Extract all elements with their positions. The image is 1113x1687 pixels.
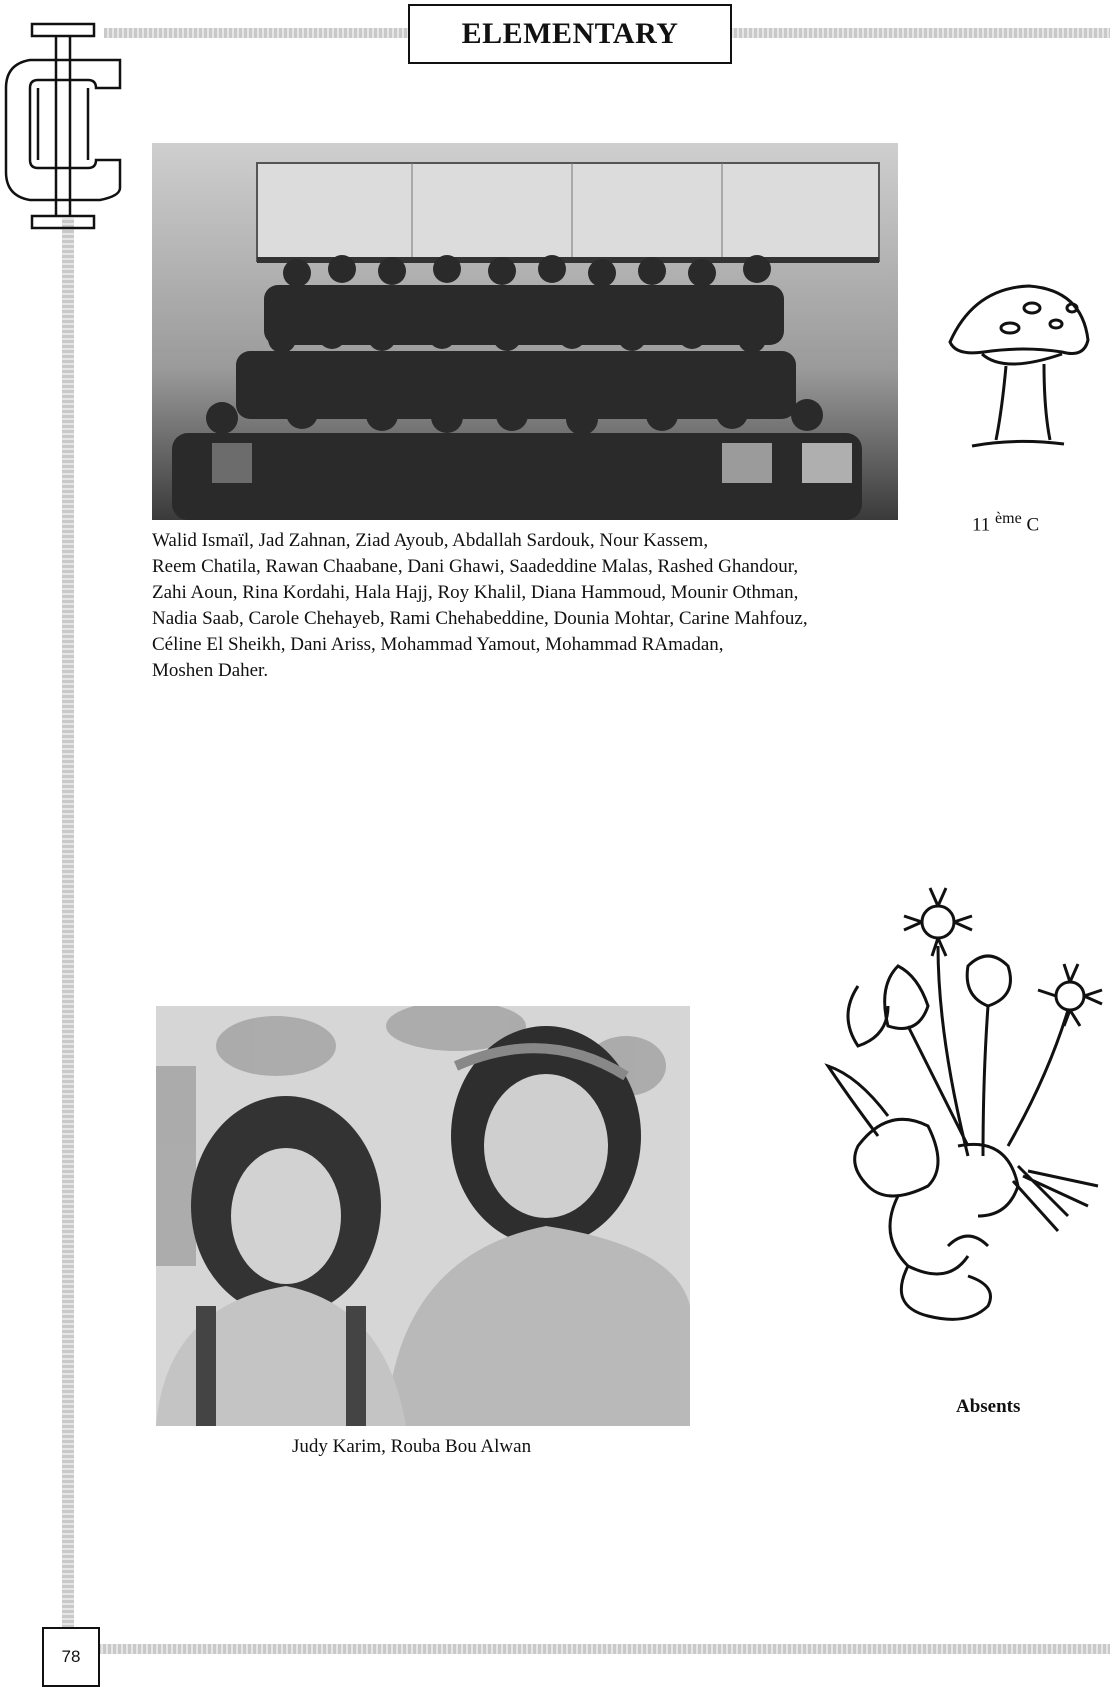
mushroom-icon [944, 280, 1094, 455]
caption-line: Moshen Daher. [152, 660, 269, 681]
caption-line: Zahi Aoun, Rina Kordahi, Hala Hajj, Roy Khalil, Diana Hammoud, Mounir Othman, [152, 582, 799, 603]
absents-photo [156, 1006, 690, 1426]
left-border-stripe [62, 218, 74, 1628]
page-title: ELEMENTARY [408, 4, 732, 64]
class-suffix: ème [995, 510, 1022, 527]
absents-names-caption: Judy Karim, Rouba Bou Alwan [292, 1436, 532, 1457]
college-logo-icon [0, 20, 126, 230]
class-names-caption [152, 528, 912, 684]
caption-line: Nadia Saab, Carole Chehayeb, Rami Chehabeddine, Dounia Mohtar, Carine Mahfouz, [152, 608, 808, 629]
absents-label: Absents [956, 1396, 1021, 1417]
class-letter: C [1026, 514, 1040, 536]
flower-bouquet-icon [818, 886, 1110, 1336]
caption-line: Reem Chatila, Rawan Chaabane, Dani Ghawi, Saadeddine Malas, Rashed Ghandour, [152, 556, 799, 577]
caption-line: Céline El Sheikh, Dani Ariss, Mohammad Yamout, Mohammad RAmadan, [152, 634, 724, 655]
class-number: 11 [972, 514, 991, 536]
class-label [972, 510, 1039, 536]
page-number: 78 [42, 1627, 100, 1687]
class-photo [152, 143, 898, 520]
caption-line: Walid Ismaïl, Jad Zahnan, Ziad Ayoub, Abdallah Sardouk, Nour Kassem, [152, 530, 709, 551]
bottom-border-stripe [98, 1644, 1110, 1654]
